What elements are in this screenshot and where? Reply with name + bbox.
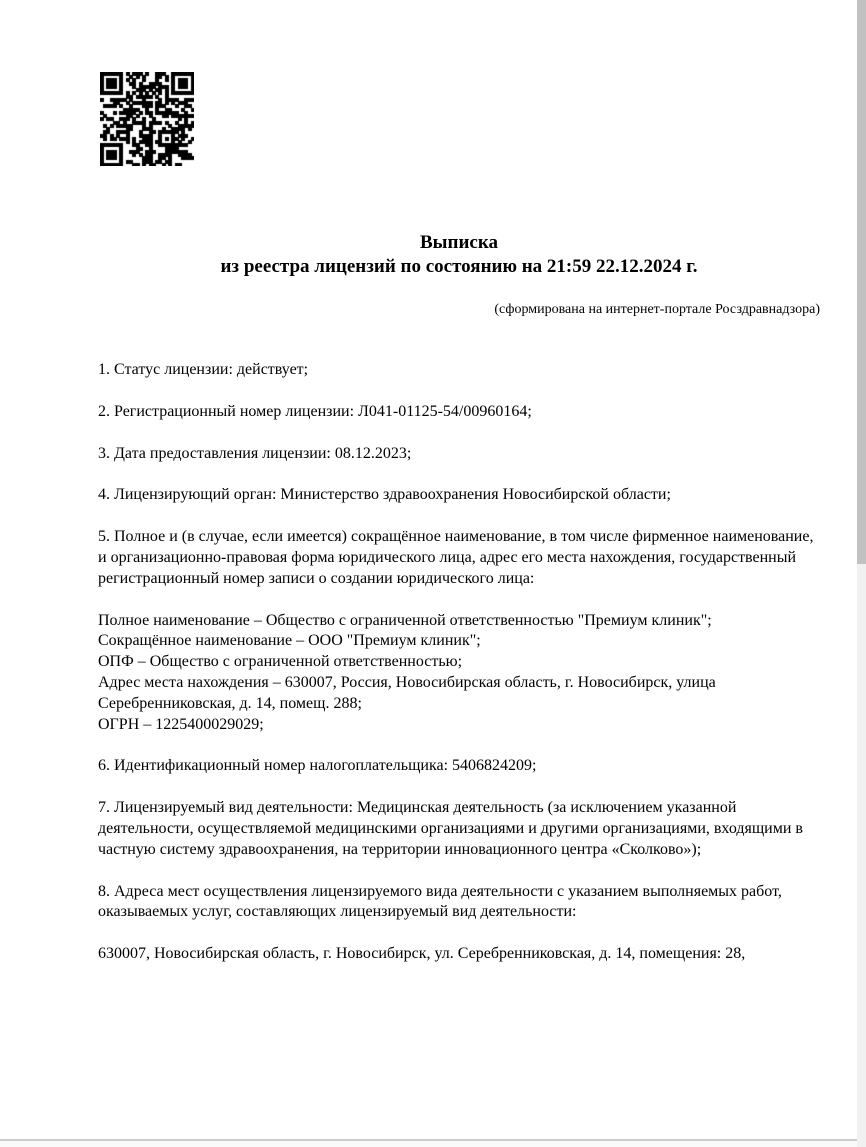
vertical-scrollbar[interactable] — [857, 0, 866, 1147]
paragraph-2: 2. Регистрационный номер лицензии: Л041-01125-54/00960164; — [98, 402, 532, 420]
document-body — [98, 360, 820, 965]
paragraph-1: 1. Статус лицензии: действует; — [98, 361, 309, 378]
paragraph-7: 6. Идентификационный номер налогоплательщика: 5406824209; — [98, 757, 537, 775]
page-title — [98, 231, 820, 279]
paragraph-10: 630007, Новосибирская область, г. Новосибирск, ул. Серебренниковская, д. 14, помещения: 28, — [98, 945, 746, 963]
document-content — [98, 0, 820, 986]
title-line-2: из реестра лицензий по состоянию на 21:59 22.12.2024 г. — [220, 256, 698, 277]
paragraph-5: 5. Полное и (в случае, если имеется) сокращённое наименование, в том числе фирменное наименование, и организационно-правовая форма юридического лица, адрес его места нахождения, государственный регистрационный номер записи о создании юридического лица: — [98, 528, 814, 587]
page-bottom-gap — [0, 1141, 857, 1147]
paragraph-3: 3. Дата предоставления лицензии: 08.12.2023; — [98, 444, 412, 462]
paragraph-6: Полное наименование – Общество с ограниченной ответственностью "Премиум клиник"; Сокращённое наименование – ООО "Премиум клиник"; ОПФ – Общество с ограниченной ответственностью; Адрес места нахождения – 630007, Россия, Новосибирская область, г. Новосибирск, улица Серебренниковская, д. 14, помещ. 288; ОГРН – 1225400029029; — [98, 611, 716, 733]
paragraph-9: 8. Адреса мест осуществления лицензируемого вида деятельности с указанием выполняемых работ, оказываемых услуг, составляющих лицензируемый вид деятельности: — [98, 882, 782, 921]
scrollbar-thumb[interactable] — [857, 0, 866, 564]
title-line-1: Выписка — [420, 232, 498, 253]
paragraph-4: 4. Лицензирующий орган: Министерство здравоохранения Новосибирской области; — [98, 486, 671, 504]
subtitle: (сформирована на интернет-портале Росздравнадзора) — [494, 302, 820, 317]
paragraph-8: 7. Лицензируемый вид деятельности: Медицинская деятельность (за исключением указанной деятельности, осуществляемой медицинскими организациями и другими организациями, входящими в частную систему здравоохранения, на территории инновационного центра «Сколково»); — [98, 799, 803, 858]
